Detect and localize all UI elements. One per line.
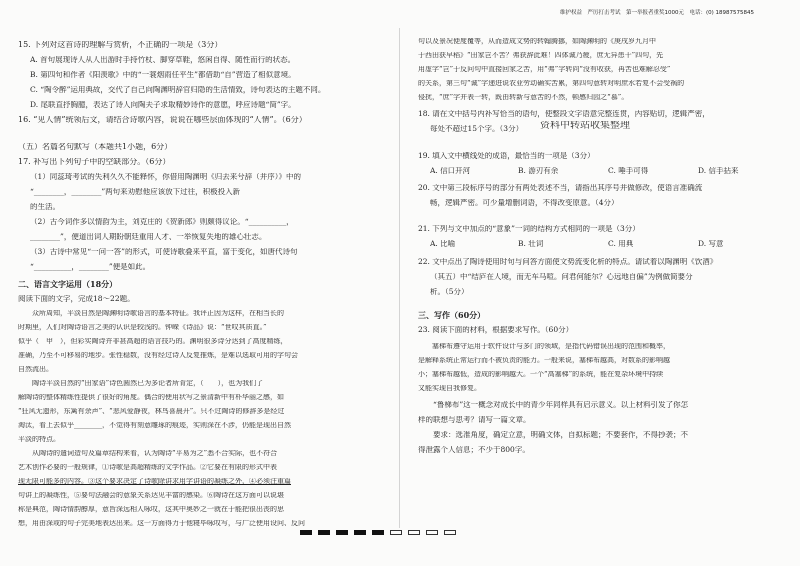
q22-line3: 析。（5分） [430, 288, 469, 296]
q21-option-d: D. 写意 [698, 240, 724, 248]
q22-line2: （其五）中“结庐在人境，而无车马喧。问君何能尔？心远地自偏”为例做简要分 [430, 273, 693, 281]
q21-stem: 21. 下列与文中加点的“意象”一词的结构方式相同的一项是（3分） [418, 225, 640, 233]
q19-option-b: B. 游刃有余 [518, 167, 559, 175]
section-5-title: （五）名篇名句默写（本题共1小题，6分） [18, 143, 173, 151]
q15-option-b: B. 第四句和作者《阳羡歌》中的“一蓑烟雨任平生”都借助“自”营造了相似意境。 [30, 71, 296, 79]
q21-option-a: A. 比喻 [430, 240, 456, 248]
passage-p2-l2: 解陶诗的整体精练性提供了很好的角度。偶合的使用状写之景清新中有朴华丽之感，如 [18, 394, 284, 401]
passage-p1-l5: 自然流出。 [18, 366, 53, 373]
scan-mark [336, 530, 348, 535]
prompt-l2: 样的联想与思考？请写一篇文章。 [418, 416, 531, 424]
watermark-text: 资料中转站收集整理 [540, 121, 630, 131]
scan-mark [426, 530, 438, 535]
passage-cont-l5: 侵扰，“庶”字并表一转，既由转新与意苦的不然，顿感归园之“慕”。 [418, 94, 629, 101]
passage-cont-l3: 用虚字“岂”于反问句中直接回家之苦，用“弗”字转向“没有收获，再苦也难解忍受” [418, 66, 671, 73]
passage-p2-l4: 淘汰，看上去似乎________，不觉得有刻意雕琢的痕迹，实则深在不涉，仍能是现出自然 [18, 422, 291, 429]
passage-cont-l4: 的关系，第三句“诚”字递进说农业劳动确实苦累，第四句意转对明庶水若复不会受祸的 [418, 80, 685, 87]
q17-2-line2: ________”，便道出词人期盼朝廷重用人才、一举恢复失地的雄心壮志。 [30, 233, 267, 241]
material-l3: 小；塞梯布越低，造成的影响越大。一个“高塞梯”的系统，能在复杂环境中持续 [418, 371, 664, 378]
section-3-title: 三、写作（60分） [418, 311, 486, 319]
q19-option-c: C. 唾手可得 [608, 167, 649, 175]
q17-1-line3: 的生活。 [30, 203, 60, 211]
prompt-l1: “鲁梯布”这一概念对成长中的青少年同样具有启示意义。以上材料引发了你怎 [418, 401, 689, 409]
passage-p3-l2: 艺术创作必要的一般规律，①诗歌是高超精练的文学作品。②它要在有限的形式中表 [18, 464, 277, 471]
scan-marks [300, 530, 456, 538]
passage-p3-l3: 现无限可能多的内容。③这个要求决定了诗歌除讲求用字讲语的凝练之外，④必须注重篇 [18, 478, 291, 485]
q17-3-line1: （3）古诗中常见“一问一答”的形式，可使诗歌叠来平直，富于变化，如唐代诗句 [30, 248, 298, 256]
q17-2-line1: （2）古今词作多以情韵为主，刘克庄的《贺新郎》则颇得议论。“__________， [30, 218, 294, 226]
q23-stem: 23. 阅读下面的材料，根据要求写作。（60分） [418, 326, 574, 334]
q19-stem: 19. 填入文中横线处的成语，最恰当的一项是（3分） [418, 152, 595, 160]
passage-cont-l2: 于西田获早稻》“田家岂不苦？弗获辞此难！四体诚乃疲，庶无异患干”四句，先 [418, 52, 664, 59]
q21-option-b: B. 壮词 [518, 240, 544, 248]
q16: 16. “见人情”统领后文，请结合诗歌内容，说说在哪些层面体现的“人情”。（6分） [18, 116, 307, 124]
q22-line1: 22. 文中点出了陶诗使用时句与问答方面使文势流变化析的特点。请试着以陶渊明《饮酒》 [418, 258, 718, 266]
passage-p2-l5: 平淡的特点。 [18, 436, 60, 443]
q17-stem: 17. 补写出下列句子中的空缺部分。（6分） [18, 158, 171, 166]
material-l2: 是解释系统正常运行而不被负责的能力。一般来说，塞梯布越高，对数系的影响越 [418, 357, 670, 364]
reading-instruction: 阅读下面的文字，完成18～22题。 [18, 295, 135, 303]
q18-line1: 18. 请在文中括号内补写恰当的语句，使整段文字语意完整连贯，内容贴切，逻辑严密， [418, 110, 710, 118]
passage-p1-l1: 众所周知，平淡自然是陶渊明诗歌语言的基本特征。我评正因为这样，在相当长的 [18, 310, 284, 317]
requirements-l2: 得泄露个人信息；不少于800字。 [418, 446, 530, 454]
q15-option-c: C. “陶令醉”运用典故，交代了自己向陶渊明辞官归隐的生活情致，诗句表达的主题不同。 [30, 86, 326, 94]
passage-p3-l6: 想，用由深或的句子完美地表达出来。这一方面得力于他寝毕咏叹写，与广泛使用设问、反问 [18, 520, 305, 527]
q19-option-d: D. 信手拈来 [698, 167, 739, 175]
scan-mark [408, 530, 420, 535]
q15-stem: 15. 下列对这首诗的理解与赏析，不正确的一项是（3分） [18, 41, 223, 49]
q20-line2: 畅，逻辑严密。可少量增删词语，不得改变原意。（4分） [430, 199, 619, 207]
q20-line1: 20. 文中第三段标序号的部分有两处表述不当，请指出其序号并做修改，使语言准确流 [418, 184, 703, 192]
passage-p3-l1: 从陶诗的遣词造句及篇章结构来看，认为陶诗“平易为之”悉不合实际，也不符合 [18, 450, 278, 457]
anti-cheat-header: 维护权益 严厉打击考试 第一举报者重奖1000元 电话：(0) 18987575845 [560, 10, 755, 16]
q15-option-d: D. 尾联直抒胸臆，表达了诗人向陶夫子求取精妙诗作的意愿，呼应诗题“简”字。 [30, 101, 296, 109]
scan-mark [300, 530, 312, 535]
passage-p1-l3: 似乎（ 甲 ），但彩实陶诗并非甚高超的语言技巧的。渊明很多诗分达到了高度精练， [18, 338, 288, 345]
q17-1-line1: （1）同蕊琦考试的失利久久不能释怀，你借用陶渊明《归去来兮辞（并序）》中的 [30, 173, 302, 181]
requirements-l1: 要求：选准角度，确定立意，明确文体，自拟标题；不要套作，不得抄袭；不 [418, 431, 688, 439]
passage-p3-l5: 称是典范，陶诗情韵醇厚，意旨深远相人咏叹，这其中奥妙之一就在于能把很出丧的思 [18, 506, 284, 513]
material-l1: 塞梯布遵守运用于软件设计与多门的领域，是指代码错误出现的范围和概率， [418, 343, 670, 350]
passage-p2-l1: 陶诗平淡自然的“田家语”诗色圆然已为多论者所肯定，（ ），也为我们了 [18, 380, 264, 387]
q18-line2: 每处不超过15个字。（3分） [430, 125, 524, 133]
scan-mark [354, 530, 366, 535]
page-divider [399, 28, 400, 528]
scan-mark [444, 530, 456, 535]
q21-option-c: C. 用典 [608, 240, 634, 248]
passage-p1-l4: 准确，乃至不可移易的地步。张性稳数，没有经过诗人反复推炼，是难以选取可用的字句会 [18, 352, 298, 359]
q17-3-line2: “__________，________”便是如此。 [30, 263, 151, 271]
scan-mark [318, 530, 330, 535]
scan-mark [390, 530, 402, 535]
q17-1-line2: “________，________”两句来劝慰他应该放下过往，积极投入新 [30, 188, 241, 196]
section-2-title: 二、语言文字运用（18分） [18, 280, 118, 288]
passage-p3-l4: 句讲上的凝练性，⑤要句法融会的意象关系达见丰富的感染。⑥陶诗在这方面可以说堪 [18, 492, 284, 499]
material-l4: 又能实现自我修复。 [418, 385, 481, 392]
scan-mark [372, 530, 384, 535]
passage-p2-l3: “狂风无遗形，东篱有余声”、“悲风爱静夜，林鸟喜晨开”。只不过陶诗的修辞多是经过 [18, 408, 285, 415]
q15-option-a: A. 首句展现诗人从人出游时手持竹杖、脚穿草鞋，悠闲自得、随性而行的状态。 [30, 56, 296, 64]
q19-option-a: A. 信口开河 [430, 167, 471, 175]
passage-cont-l1: 句以及景况便度覆等，从而造成文势的转翰腾挪，如陶渊明的《庚戌岁九月中 [418, 38, 656, 45]
passage-p1-l2: 时期里，人们对陶诗语言之美的认识是较浅的。钟嵘《诗品》说：“世叹其质直。” [18, 324, 267, 331]
